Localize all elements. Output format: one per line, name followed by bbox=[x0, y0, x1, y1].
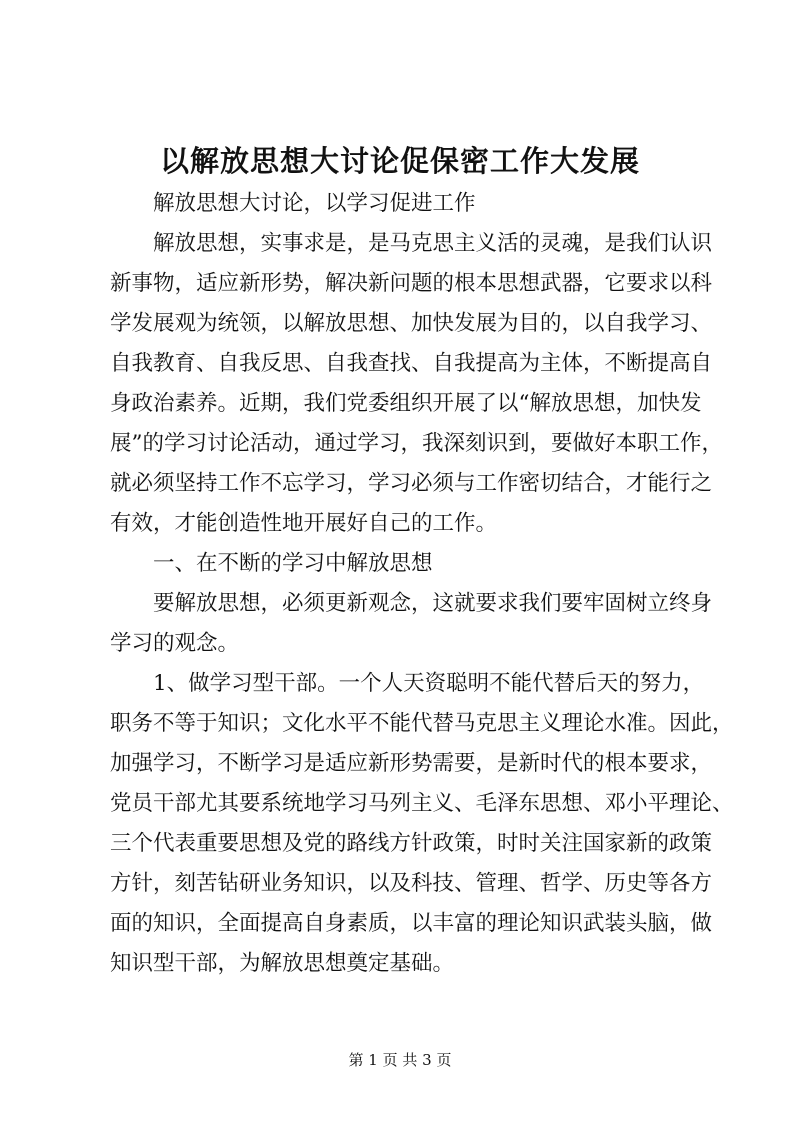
paragraph-line: 1、做学习型干部。一个人天资聪明不能代替后天的努力， bbox=[153, 671, 705, 696]
page-number-footer: 第 1 页 共 3 页 bbox=[348, 1051, 452, 1069]
paragraph-line: 方针，刻苦钻研业务知识，以及科技、管理、哲学、历史等各方 bbox=[110, 871, 713, 896]
paragraph-line: 三个代表重要思想及党的路线方针政策，时时关注国家新的政策 bbox=[110, 831, 713, 856]
paragraph-line: 学发展观为统领，以解放思想、加快发展为目的，以自我学习、 bbox=[110, 311, 713, 336]
paragraph bbox=[110, 664, 734, 984]
paragraph-line: 新事物，适应新形势，解决新问题的根本思想武器，它要求以科 bbox=[110, 271, 713, 296]
paragraph-line: 解放思想大讨论，以学习促进工作 bbox=[153, 191, 476, 216]
paragraph bbox=[110, 224, 723, 544]
paragraph-line: 党员干部尤其要系统地学习马列主义、毛泽东思想、邓小平理论、 bbox=[110, 791, 734, 816]
paragraph-line: 学习的观念。 bbox=[110, 631, 240, 656]
paragraph bbox=[110, 544, 695, 584]
paragraph bbox=[110, 584, 713, 664]
paragraph-line: 要解放思想，必须更新观念，这就要求我们要牢固树立终身 bbox=[153, 591, 713, 616]
paragraph-line: 解放思想，实事求是，是马克思主义活的灵魂，是我们认识 bbox=[153, 231, 713, 256]
paragraph-line: 知识型干部，为解放思想奠定基础。 bbox=[110, 951, 455, 976]
paragraph bbox=[110, 184, 695, 224]
paragraph-line: 身政治素养。近期，我们党委组织开展了以“解放思想，加快发 bbox=[110, 391, 702, 416]
paragraph-line: 自我教育、自我反思、自我查找、自我提高为主体，不断提高自 bbox=[110, 351, 713, 376]
paragraph-line: 加强学习，不断学习是适应新形势需要，是新时代的根本要求， bbox=[110, 751, 713, 776]
paragraph-line: 职务不等于知识；文化水平不能代替马克思主义理论水准。因此， bbox=[110, 711, 734, 736]
paragraph-line: 有效，才能创造性地开展好自己的工作。 bbox=[110, 511, 498, 536]
paragraph-line: 一、在不断的学习中解放思想 bbox=[153, 551, 433, 576]
paragraph-line: 面的知识，全面提高自身素质，以丰富的理论知识武装头脑，做 bbox=[110, 911, 713, 936]
paragraph-line: 就必须坚持工作不忘学习，学习必须与工作密切结合，才能行之 bbox=[110, 471, 713, 496]
document-body bbox=[110, 184, 734, 984]
document-title: 以解放思想大讨论促保密工作大发展 bbox=[159, 144, 640, 178]
paragraph-line: 展”的学习讨论活动，通过学习，我深刻识到，要做好本职工作， bbox=[110, 431, 723, 456]
